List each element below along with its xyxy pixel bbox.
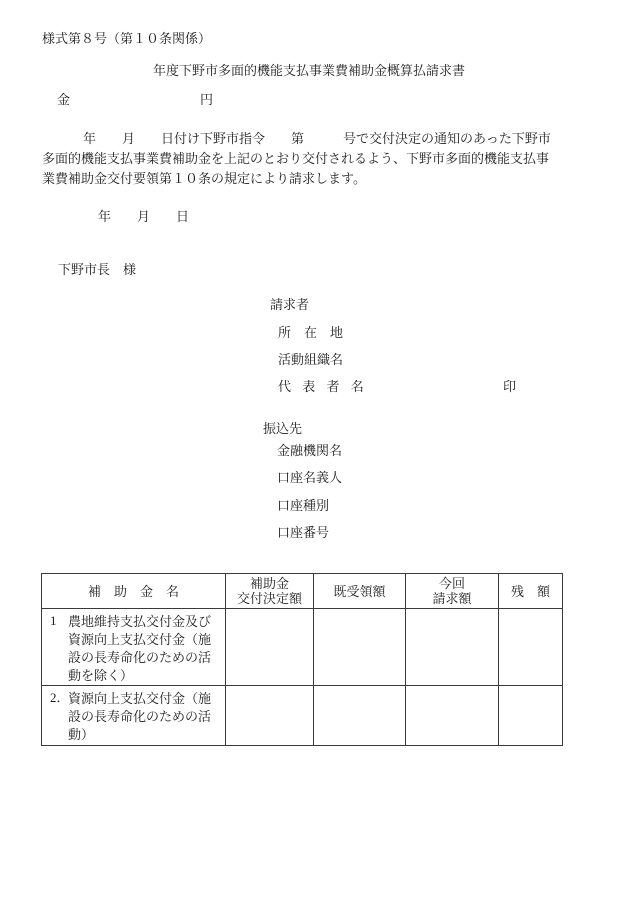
- table-row-2: [42, 686, 563, 746]
- transfer-label: 振込先: [263, 421, 303, 436]
- col-header-decided-amount: [226, 574, 314, 609]
- col-header-subsidy-name: [42, 574, 226, 609]
- amount-suffix-label: 円: [200, 92, 214, 107]
- col-header-decided-line2: 交付決定額: [236, 591, 302, 606]
- row1-subsidy-name: 農地維持支払交付金及び資源向上支払交付金（施設の長寿命化のための活動を除く）: [68, 613, 212, 683]
- transfer-bank-label: 金融機関名: [277, 443, 343, 458]
- row2-subsidy-name: 資源向上支払交付金（施設の長寿命化のための活動）: [68, 691, 212, 742]
- body-line-1: 年 月 日付け下野市指令 第 号で交付決定の通知のあった下野市: [83, 131, 551, 146]
- requester-representative-label: 代 表 者 名: [278, 379, 368, 394]
- table-row-1: [42, 609, 563, 686]
- table-header-row: [42, 574, 563, 609]
- page-title: 年度下野市多面的機能支払事業費補助金概算払請求書: [153, 63, 466, 78]
- date-line: 年 月 日: [98, 209, 190, 224]
- form-number: 様式第８号（第１０条関係）: [42, 31, 212, 46]
- row2-name-cell: [42, 686, 226, 746]
- row1-received-amount-cell: [314, 609, 406, 686]
- addressee: 下野市長 様: [58, 262, 137, 277]
- row2-decided-amount-cell: [226, 686, 314, 746]
- body-line-3: 業費補助金交付要領第１０条の規定により請求します。: [42, 171, 366, 186]
- row1-decided-amount-cell: [226, 609, 314, 686]
- col-header-balance-label: 残 額: [510, 583, 550, 599]
- col-header-current-line1: 今回: [438, 576, 465, 591]
- row2-current-request-cell: [406, 686, 499, 746]
- requester-organization-label: 活動組織名: [278, 352, 344, 367]
- row2-number: 2．: [50, 690, 70, 705]
- row1-current-request-cell: [406, 609, 499, 686]
- row2-received-amount-cell: [314, 686, 406, 746]
- requester-address-label: 所 在 地: [278, 325, 344, 340]
- col-header-balance: [499, 574, 563, 609]
- amount-prefix-label: 金: [57, 92, 71, 107]
- seal-mark: 印: [503, 379, 517, 394]
- col-header-received-label: 既受領額: [333, 583, 386, 599]
- col-header-current-request: [406, 574, 499, 609]
- transfer-account-type-label: 口座種別: [277, 498, 330, 513]
- grant-summary-table: [41, 573, 563, 746]
- transfer-holder-label: 口座名義人: [277, 470, 343, 485]
- row1-name-cell: [42, 609, 226, 686]
- col-header-subsidy-name-label: 補 助 金 名: [87, 583, 179, 599]
- row1-number: 1: [50, 613, 57, 628]
- row1-balance-cell: [499, 609, 563, 686]
- requester-label: 請求者: [270, 297, 310, 312]
- col-header-received-amount: [314, 574, 406, 609]
- transfer-account-number-label: 口座番号: [277, 525, 330, 540]
- col-header-decided-line1: 補助金: [249, 576, 289, 591]
- col-header-current-line2: 請求額: [432, 591, 472, 606]
- row2-balance-cell: [499, 686, 563, 746]
- body-line-2: 多面的機能支払事業費補助金を上記のとおり交付されるよう、下野市多面的機能支払事: [42, 151, 550, 166]
